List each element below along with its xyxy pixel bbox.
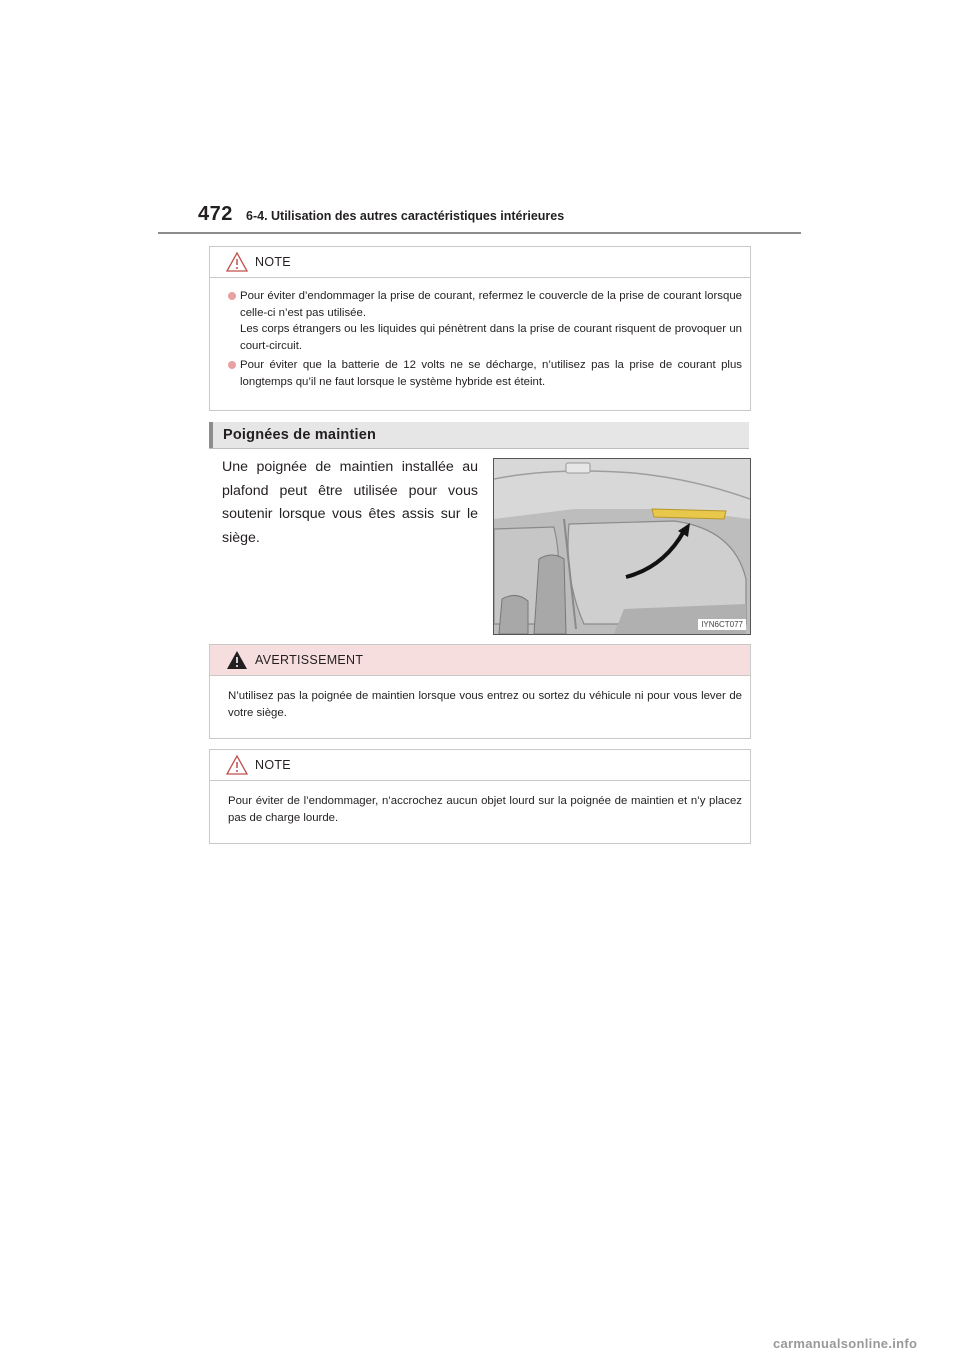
footer-watermark: carmanualsonline.info [773, 1336, 918, 1351]
list-item [228, 357, 742, 390]
note-label: NOTE [255, 758, 291, 772]
note-label: NOTE [255, 255, 291, 269]
warning-triangle-icon [225, 649, 249, 671]
note-box-power-outlet [209, 246, 751, 411]
body-paragraph: Une poignée de maintien installée au plafond peut être utilisée pour vous soutenir lorsque vous êtes assis sur le siège. [222, 459, 478, 546]
bullet-icon [228, 292, 236, 300]
note-box-header [210, 247, 750, 278]
list-item [228, 288, 742, 354]
caution-triangle-icon [225, 754, 249, 776]
header-divider [158, 232, 801, 234]
warning-label: AVERTISSEMENT [255, 653, 364, 667]
page-number: 472 [198, 203, 233, 225]
note-text: Les corps étrangers ou les liquides qui pénètrent dans la prise de courant risquent de provoquer un court-circuit. [240, 323, 742, 352]
section-subheading [209, 422, 749, 449]
note-box-header [210, 750, 750, 781]
note-text: Pour éviter d’endommager la prise de courant, refermez le couvercle de la prise de courant lorsque celle-ci n’est pas utilisée. [240, 290, 742, 319]
note-text: Pour éviter que la batterie de 12 volts ne se décharge, n’utilisez pas la prise de courant plus longtemps qu’il ne faut lorsque le système hybride est éteint. [240, 359, 742, 388]
note-box-grab-handle [209, 749, 751, 844]
warning-box [209, 644, 751, 739]
subheading-title: Poignées de maintien [223, 427, 377, 443]
section-title: 6-4. Utilisation des autres caractéristiques intérieures [246, 209, 565, 223]
figure-code: IYN6CT077 [698, 619, 746, 630]
caution-triangle-icon [225, 251, 249, 273]
page-header [198, 203, 802, 233]
warning-box-header [210, 645, 750, 676]
note-text: Pour éviter de l’endommager, n’accrochez aucun objet lourd sur la poignée de maintien et n’y placez pas de charge lourde. [228, 795, 742, 824]
warning-text: N’utilisez pas la poignée de maintien lorsque vous entrez ou sortez du véhicule ni pour vous lever de votre siège. [228, 690, 742, 719]
grab-handle-illustration [493, 458, 751, 635]
car-interior-illustration [494, 459, 750, 634]
bullet-icon [228, 361, 236, 369]
